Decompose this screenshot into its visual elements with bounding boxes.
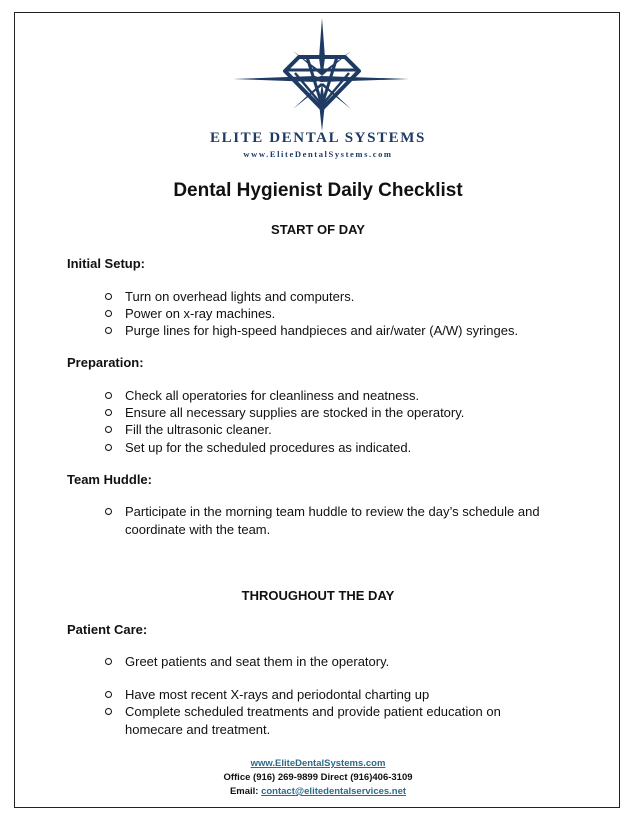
heading-preparation: Preparation: — [67, 355, 144, 370]
heading-team-huddle: Team Huddle: — [67, 472, 152, 487]
checklist-item-text: Purge lines for high-speed handpieces and air/water (A/W) syringes. — [125, 323, 519, 338]
checklist-item — [125, 387, 565, 405]
checklist-item — [125, 503, 555, 539]
checklist-item — [125, 305, 565, 323]
checklist-item-text: Greet patients and seat them in the operatory. — [125, 654, 390, 669]
brand-url: www.EliteDentalSystems.com — [243, 149, 393, 159]
footer-email-link[interactable]: contact@elitedentalservices.net — [261, 786, 407, 797]
section-title-throughout-the-day: THROUGHOUT THE DAY — [241, 588, 395, 603]
bullet-icon — [105, 327, 112, 334]
checklist-item — [125, 404, 565, 422]
bullet-icon — [105, 444, 112, 451]
bullet-icon — [105, 310, 112, 317]
bullet-icon — [105, 658, 112, 665]
checklist-item-text: Set up for the scheduled procedures as indicated. — [125, 440, 412, 455]
checklist-item — [125, 322, 565, 340]
bullet-icon — [105, 426, 112, 433]
checklist-item — [125, 703, 545, 739]
footer-website — [15, 758, 621, 769]
section-title-start-of-day: START OF DAY — [271, 222, 365, 237]
checklist-page — [14, 12, 620, 808]
checklist-item — [125, 288, 565, 306]
bullet-icon — [105, 293, 112, 300]
heading-patient-care: Patient Care: — [67, 622, 148, 637]
document-title: Dental Hygienist Daily Checklist — [173, 180, 463, 201]
bullet-icon — [105, 508, 112, 515]
footer-email-label: Email: — [229, 786, 259, 797]
checklist-item-text: Fill the ultrasonic cleaner. — [125, 422, 272, 437]
checklist-item-text: Complete scheduled treatments and provide patient education on homecare and treatment. — [125, 704, 501, 737]
bullet-icon — [105, 409, 112, 416]
bullet-icon — [105, 708, 112, 715]
checklist-item-text: Ensure all necessary supplies are stocked in the operatory. — [125, 405, 465, 420]
checklist-item-text: Turn on overhead lights and computers. — [125, 289, 355, 304]
checklist-item-text: Check all operatories for cleanliness and neatness. — [125, 388, 420, 403]
bullet-icon — [105, 691, 112, 698]
brand-name: ELITE DENTAL SYSTEMS — [210, 130, 426, 146]
checklist-item — [125, 653, 565, 671]
footer-phones: Office (916) 269-9899 Direct (916)406-3109 — [223, 772, 413, 783]
checklist-item — [125, 421, 565, 439]
checklist-item — [125, 686, 565, 704]
checklist-item-text: Have most recent X-rays and periodontal charting up — [125, 687, 430, 702]
bullet-icon — [105, 392, 112, 399]
footer-email — [15, 786, 621, 797]
checklist-item-text: Participate in the morning team huddle to review the day’s schedule and coordinate with the team. — [125, 504, 540, 537]
checklist-item — [125, 439, 565, 457]
footer-website-link[interactable]: www.EliteDentalSystems.com — [250, 758, 386, 769]
checklist-item-text: Power on x-ray machines. — [125, 306, 276, 321]
heading-initial-setup: Initial Setup: — [67, 256, 145, 271]
